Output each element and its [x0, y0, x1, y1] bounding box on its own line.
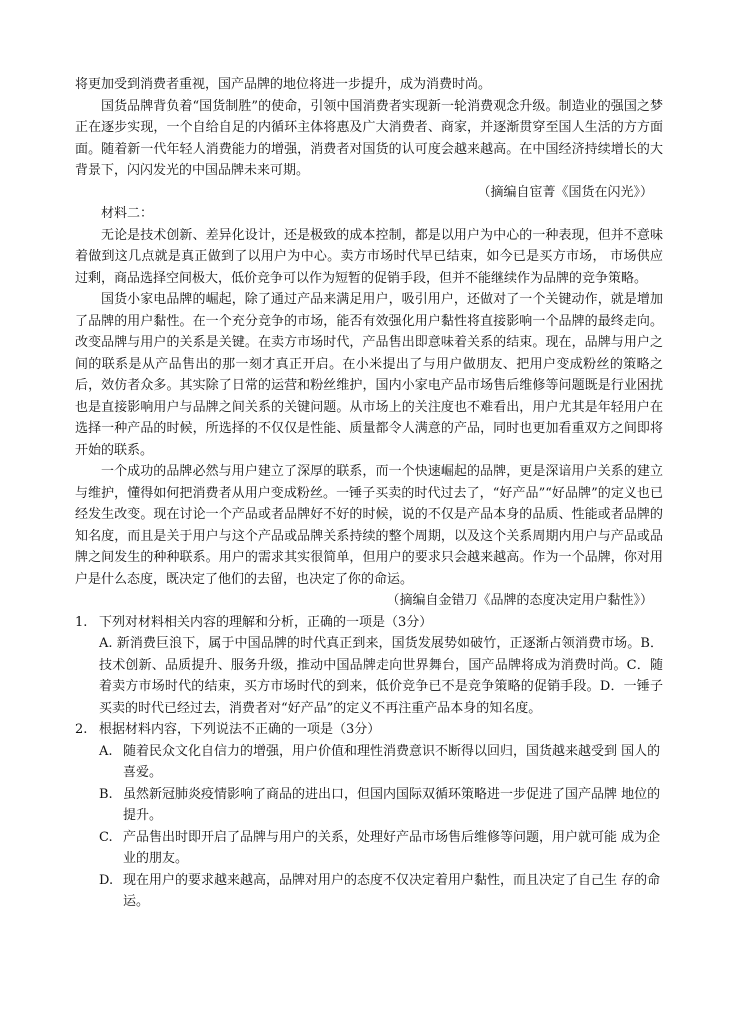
question-stem: 下列对材料相关内容的理解和分析，正确的一项是（3分） — [99, 614, 433, 630]
paragraph-2: 无论是技术创新、差异化设计，还是极致的成本控制，都是以用户为中心的一种表现，但并不意味着做到这几点就是真正做到了以用户为中心。卖方市场时代早已结束，如今已是买方市场， 市场供应过剩，商品选择空间极大，低价竞争可以作为短暂的促销手段，但并不能继续作为品牌的竞争策略。 — [75, 227, 663, 286]
question-number: 1. — [75, 614, 88, 630]
question-number: 2. — [75, 722, 88, 737]
paragraph-3: 国货小家电品牌的崛起，除了通过产品来满足用户，吸引用户，还做对了一个关键动作，就是增加了品牌的用户黏性。在一个充分竞争的市场，能否有效强化用户黏性将直接影响一个品牌的最终走向。改变品牌与用户的关系是关键。在卖方市场时代，产品售出即意味着关系的结束。现在，品牌与用户之间的联系是从产品售出的那一刻才真正开启。在小米提出了与用户做朋友、把用户变成粉丝的策略之后，效仿者众多。其实除了日常的运营和粉丝维护，国内小家电产品市场售后维修等问题既是行业困扰也是直接影响用户与品牌之间关系的关键问题。从市场上的关注度也不难看出，用户尤其是年轻用户在选择一种产品的时候，所选择的不仅仅是性能、质量都令人满意的产品，同时也更加看重双方之间即将开始的联系。 — [75, 292, 663, 458]
option-c — [99, 827, 663, 870]
question-options: A. 新消费巨浪下，属于中国品牌的时代真正到来，国货发展势如破竹，正逐渐占领消费市场。B．技术创新、品质提升、服务升级，推动中国品牌走向世界舞台，国产品牌将成为消费时尚。C．随着卖方市场时代的结束，买方市场时代的到来，低价竞争已不是竞争策略的促销手段。D．一锤子买卖的时代已经过去，消费者对“好产品”的定义不再注重产品本身的知名度。 — [99, 636, 663, 716]
material-2-heading: 材料二： — [101, 206, 154, 221]
option-text: 虽然新冠肺炎疫情影响了商品的进出口，但国内国际双循环策略进一步促进了国产品牌 地位的提升。 — [123, 786, 661, 823]
option-text: 随着民众文化自信力的增强，用户价值和理性消费意识不断得以回归，国货越来越受到 国人的喜爱。 — [123, 743, 661, 780]
option-a — [99, 741, 663, 784]
option-text: 现在用户的要求越来越高，品牌对用户的态度不仅决定着用户黏性，而且决定了自己生 存的命运。 — [123, 872, 661, 909]
option-d — [99, 870, 663, 913]
question-2 — [75, 719, 663, 913]
paragraph-4: 一个成功的品牌必然与用户建立了深厚的联系，而一个快速崛起的品牌，更是深谙用户关系的建立与维护，懂得如何把消费者从用户变成粉丝。一锤子买卖的时代过去了，“好产品”“好品牌”的定义也已经发生改变。现在讨论一个产品或者品牌好不好的时候，说的不仅是产品本身的品质、性能或者品牌的知名度，而且是关于用户与这个产品或品牌关系持续的整个周期，以及这个关系周期内用户与产品或品牌之间发生的种种联系。用户的需求其实很简单，但用户的要求只会越来越高。作为一个品牌，你对用户是什么态度，既决定了他们的去留，也决定了你的命运。 — [75, 464, 663, 587]
option-text: 产品售出时即开启了品牌与用户的关系，处理好产品市场售后维修等问题，用户就可能 成为企业的朋友。 — [123, 829, 661, 866]
question-1 — [75, 612, 663, 720]
option-b — [99, 784, 663, 827]
continuation-text: 将更加受到消费者重视，国产品牌的地位将进一步提升，成为消费时尚。 — [75, 77, 492, 92]
source-citation-1: （摘编自宦菁《国货在闪光》） — [477, 184, 653, 200]
option-letter: D. — [99, 872, 114, 888]
option-letter: A. — [99, 743, 113, 759]
option-letter: C. — [99, 829, 113, 845]
option-letter: B. — [99, 786, 113, 802]
question-stem: 根据材料内容，下列说法不正确的一项是（3分） — [99, 722, 381, 737]
source-citation-2: （摘编自金错刀《品牌的态度决定用户黏性》） — [386, 593, 653, 608]
paragraph-1: 国货品牌背负着“国货制胜”的使命，引领中国消费者实现新一轮消费观念升级。制造业的强国之梦正在逐步实现，一个自给自足的内循环主体将惠及广大消费者、商家，并逐渐贯穿至国人生活的方方面面。随着新一代年轻人消费能力的增强，消费者对国货的认可度会越来越高。在中国经济持续增长的大背景下，闪闪发光的中国品牌未来可期。 — [75, 98, 663, 178]
